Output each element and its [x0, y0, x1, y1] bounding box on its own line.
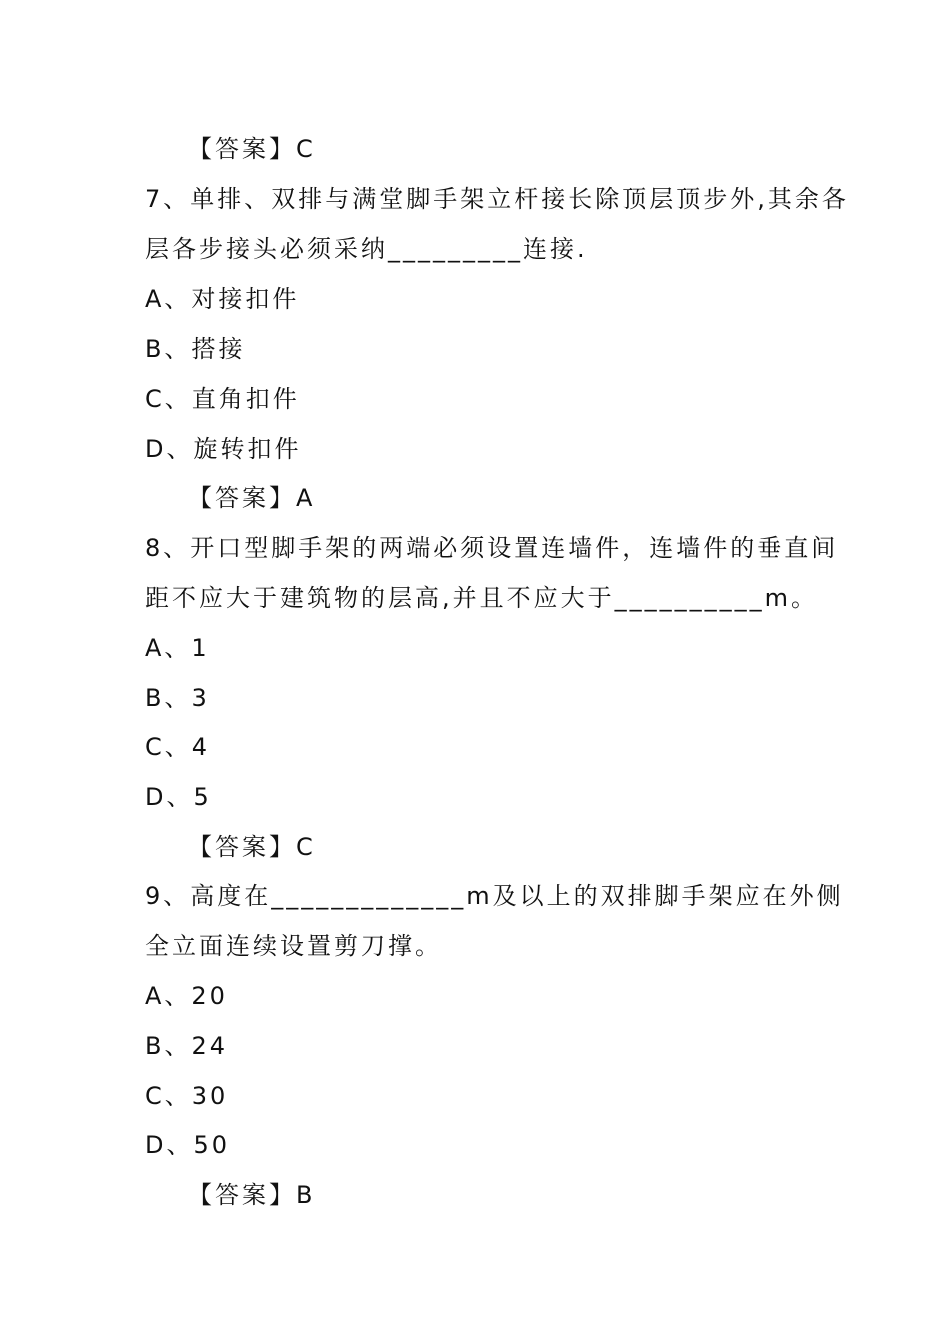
question-8-stem-line1: 8、开口型脚手架的两端必须设置连墙件，连墙件的垂直间 — [145, 534, 839, 562]
question-7-answer: 【答案】A — [188, 484, 316, 512]
question-7-option-c: C、直角扣件 — [145, 385, 300, 413]
question-8-answer: 【答案】C — [188, 833, 316, 861]
question-8-option-b: B、3 — [145, 684, 210, 712]
question-9-stem-line2: 全立面连续设置剪刀撑。 — [145, 932, 442, 960]
question-9-answer: 【答案】B — [188, 1181, 316, 1209]
question-7-option-d: D、旋转扣件 — [145, 435, 302, 463]
question-9-option-d: D、50 — [145, 1131, 231, 1159]
question-8-option-c: C、4 — [145, 733, 211, 761]
question-7-option-a: A、对接扣件 — [145, 285, 300, 313]
question-9-stem-line1: 9、高度在_____________m及以上的双排脚手架应在外侧 — [145, 882, 844, 910]
question-9-option-b: B、24 — [145, 1032, 229, 1060]
question-8-option-d: D、5 — [145, 783, 212, 811]
question-9-option-c: C、30 — [145, 1082, 229, 1110]
answer-prev: 【答案】C — [188, 135, 316, 163]
question-9-option-a: A、20 — [145, 982, 228, 1010]
question-7-stem-line2: 层各步接头必须采纳_________连接. — [145, 235, 588, 263]
question-7-stem-line1: 7、单排、双排与满堂脚手架立杆接长除顶层顶步外,其余各 — [145, 185, 849, 213]
question-8-option-a: A、1 — [145, 634, 210, 662]
question-8-stem-line2: 距不应大于建筑物的层高,并且不应大于__________m。 — [145, 584, 819, 612]
question-7-option-b: B、搭接 — [145, 335, 246, 363]
